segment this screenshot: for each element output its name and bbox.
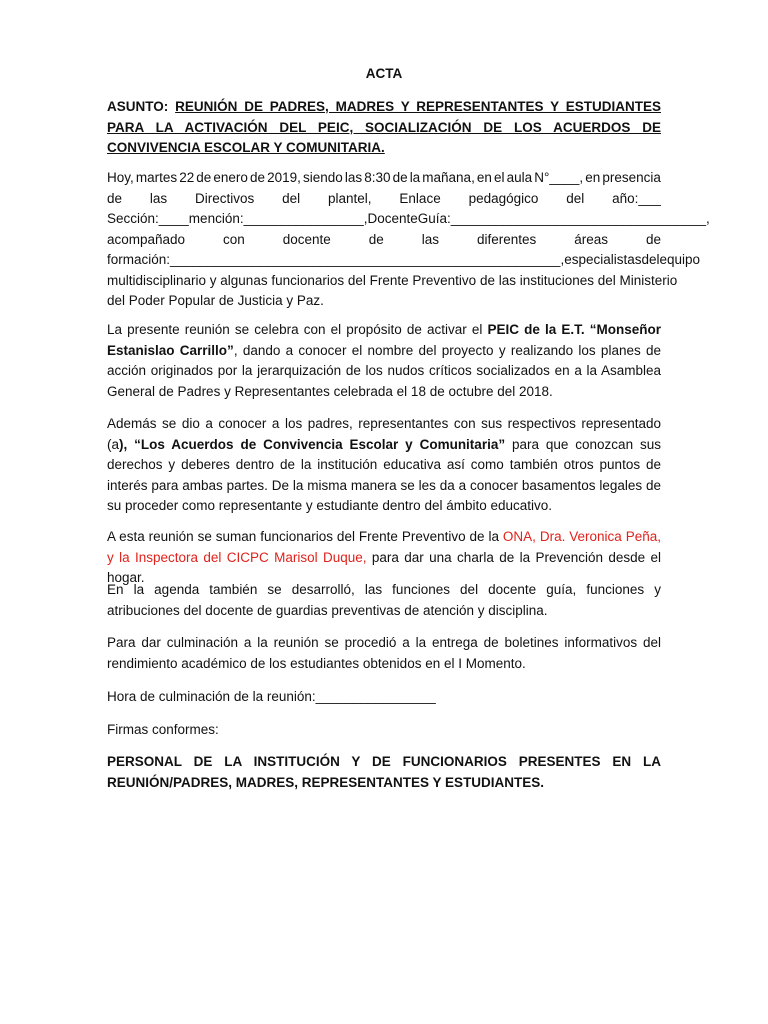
word: Enlace — [399, 190, 441, 206]
word: Directivos — [195, 190, 255, 206]
word: de — [368, 231, 384, 247]
word: 8:30 — [364, 170, 391, 185]
paragraph-line — [107, 189, 661, 210]
word: enero — [213, 170, 248, 185]
paragraph-line: multidisciplinario y algunas funcionarios del Frente Preventivo de las instituciones del Ministerio — [107, 272, 678, 288]
paragraph-agreements — [107, 414, 661, 517]
paragraph-agenda: En la agenda también se desarrolló, las funciones del docente guía, funciones y atribuciones del docente de guardias preventivas de atención y disciplina. — [107, 582, 661, 618]
subject-text: REUNIÓN DE PADRES, MADRES Y REPRESENTANTES Y ESTUDIANTES PARA LA ACTIVACIÓN DEL PEIC, SOCIALIZACIÓN DE LOS ACUERDOS DE CONVIVENCIA ESCOLAR Y COMUNITARIA. — [107, 99, 661, 155]
word: mañana, — [422, 170, 475, 185]
word: acompañado — [107, 231, 186, 247]
word: de — [107, 190, 123, 206]
purpose-text-start: La presente reunión se celebra con el propósito de activar el — [107, 322, 488, 337]
word: plantel, — [328, 190, 372, 206]
word: Guía:__________________________________, — [417, 211, 710, 226]
word: áreas — [574, 231, 608, 247]
subject-paragraph — [107, 97, 661, 159]
word: 2019, — [267, 170, 301, 185]
officials-names: ONA, Dra. Veronica Peña, y la Inspectora del CICPC Marisol Duque, — [107, 529, 662, 565]
word: especialistas — [564, 252, 642, 267]
paragraph-line: del Poder Popular de Justicia y Paz. — [107, 293, 324, 308]
word: 22 — [179, 170, 195, 185]
paragraph-line — [107, 209, 710, 230]
word: formación:____________________________________________________, — [107, 252, 565, 267]
subject-label: ASUNTO: — [107, 99, 169, 114]
word: N°____, — [534, 170, 584, 185]
word: aula — [506, 170, 533, 185]
paragraph-line — [107, 168, 661, 189]
agreements-text-start: Además se dio a conocer a los padres, representantes con sus respectivos representado (a — [107, 416, 661, 452]
closing-time-line: Hora de culminación de la reunión:________________ — [107, 689, 436, 704]
word: en — [476, 170, 492, 185]
word: el — [494, 170, 505, 185]
purpose-text-end: , dando a conocer el nombre del proyecto y realizando los planes de acción originados por la jerarquización de los nudos críticos socializados en a la Asamblea General de Padres y Representantes celebrada el 18 de octubre del 2018. — [107, 342, 661, 399]
word: equipo — [659, 252, 701, 267]
word: martes — [135, 170, 178, 185]
word: año:___ — [612, 190, 661, 206]
word: Sección:____mención:________________, — [107, 211, 368, 226]
word: pedagógico — [468, 190, 539, 206]
word: la — [409, 170, 421, 185]
word: Docente — [367, 211, 418, 226]
word: Hoy, — [107, 170, 134, 185]
paragraph-meeting-details — [107, 168, 710, 312]
paragraph-line — [107, 230, 661, 251]
word: las — [344, 170, 363, 185]
word: del — [566, 190, 585, 206]
word: diferentes — [476, 231, 537, 247]
word: con — [223, 231, 245, 247]
word: de — [392, 170, 408, 185]
paragraph-closing: Para dar culminación a la reunión se procedió a la entrega de boletines informativos del rendimiento académico de los estudiantes obtenidos en el I Momento. — [107, 635, 661, 671]
signatories-heading: PERSONAL DE LA INSTITUCIÓN Y DE FUNCIONARIOS PRESENTES EN LA REUNIÓN/PADRES, MADRES, REPRESENTANTES Y ESTUDIANTES. — [107, 754, 661, 790]
word: docente — [282, 231, 331, 247]
officials-text-start: A esta reunión se suman funcionarios del Frente Preventivo de la — [107, 529, 503, 544]
signatures-label: Firmas conformes: — [107, 722, 219, 737]
paragraph-purpose — [107, 320, 661, 402]
paragraph-line — [107, 250, 701, 271]
word: de — [196, 170, 212, 185]
word: las — [421, 231, 439, 247]
word: de — [645, 231, 661, 247]
project-name: PEIC de la E.T. “Monseñor Estanislao Carrillo” — [107, 322, 661, 358]
word: del — [282, 190, 301, 206]
agreements-title: ), “Los Acuerdos de Convivencia Escolar y Comunitaria” — [119, 436, 506, 452]
officials-text-end: para dar una charla de la Prevención desde el hogar. — [107, 549, 662, 585]
word: presencia — [602, 170, 661, 185]
word: de — [250, 170, 266, 185]
document-title: ACTA — [365, 66, 403, 81]
word: del — [641, 252, 660, 267]
agreements-text-end: para que conozcan sus derechos y deberes dentro de la institución educativa así como también otros puntos de interés para ambas partes. De la misma manera se les da a conocer basamentos legales de su proceder como representante y estudiante dentro del ámbito educativo. — [107, 436, 661, 513]
word: en — [585, 170, 601, 185]
word: siendo — [303, 170, 343, 185]
word: las — [149, 190, 168, 206]
